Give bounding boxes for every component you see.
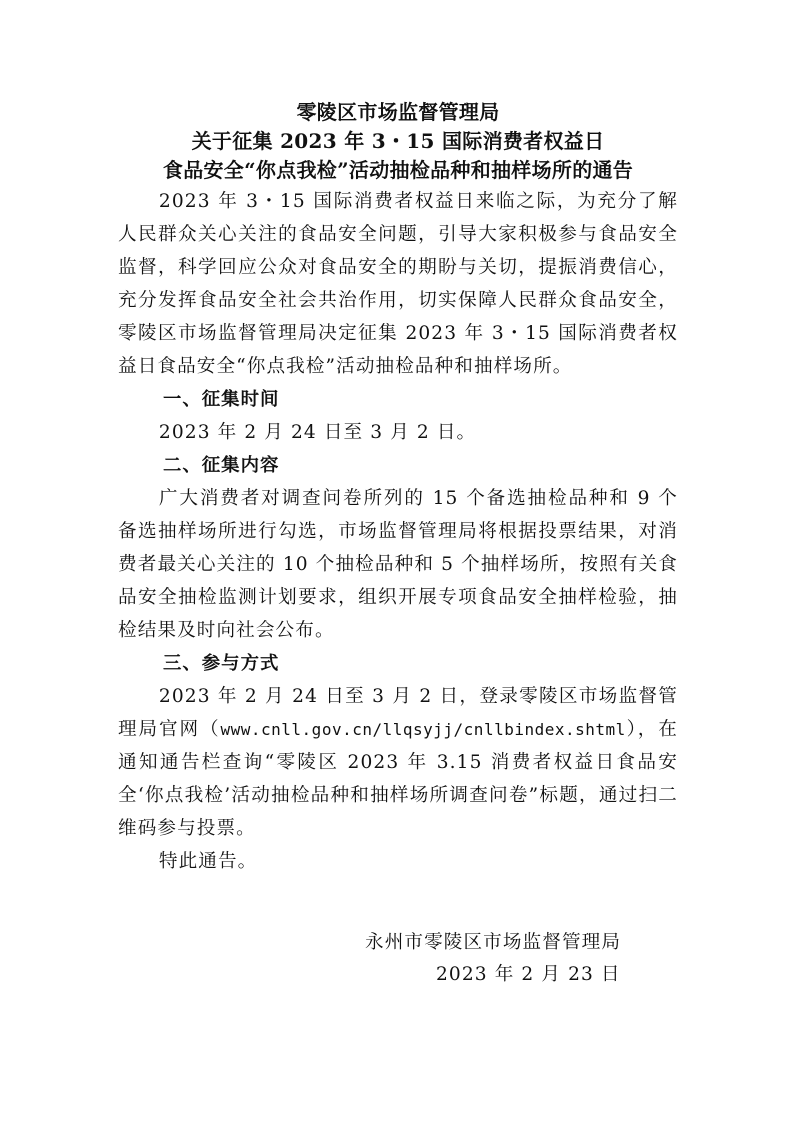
- closing-text: 特此通告。: [158, 851, 258, 872]
- notice-title: [118, 98, 678, 185]
- title-line-1: 零陵区市场监督管理局: [296, 100, 500, 124]
- section-text-content: 广大消费者对调查问卷所列的 15 个备选抽检品种和 9 个备选抽样场所进行勾选，市场监督管理局将根据投票结果，对消费者最关心关注的 10 个抽检品种和 5 个抽样场所，按照有关食品安全抽检监测计划要求，组织开展专项食品安全抽样检验，抽检结果及时向社会公布。: [118, 488, 678, 641]
- signature-organization: 永州市零陵区市场监督管理局: [365, 932, 622, 953]
- method-text-before-url: 2023 年 2 月 24 日至 3 月 2 日，登录零陵区市场监督管理局官网（: [118, 686, 678, 740]
- section-heading-content: 二、征集内容: [163, 455, 280, 476]
- signature-date: 2023 年 2 月 23 日: [436, 964, 621, 985]
- section-text-time: 2023 年 2 月 24 日至 3 月 2 日。: [158, 422, 477, 443]
- notice-document: [118, 98, 678, 878]
- intro-paragraph: 2023 年 3・15 国际消费者权益日来临之际，为充分了解人民群众关心关注的食品安全问题，引导大家积极参与食品安全监督，科学回应公众对食品安全的期盼与关切，提振消费信心，充分发挥食品安全社会共治作用，切实保障人民群众食品安全，零陵区市场监督管理局决定征集 2023 年 3・15 国际消费者权益日食品安全“你点我检”活动抽检品种和抽样场所。: [118, 191, 678, 377]
- section-heading-method: 三、参与方式: [163, 653, 280, 674]
- title-line-3: 食品安全“你点我检”活动抽检品种和抽样场所的通告: [162, 158, 634, 182]
- title-line-2: 关于征集 2023 年 3・15 国际消费者权益日: [191, 129, 605, 153]
- official-website-url: www.cnll.gov.cn/llqsyjj/cnllbindex.shtml: [220, 720, 626, 739]
- section-heading-time: 一、征集时间: [163, 389, 280, 410]
- section-text-method: [118, 680, 678, 845]
- method-text-after-url: ），在通知通告栏查询“零陵区 2023 年 3.15 消费者权益日食品安全‘你点我检’活动抽检品种和抽样场所调查问卷”标题，通过扫二维码参与投票。: [118, 719, 678, 839]
